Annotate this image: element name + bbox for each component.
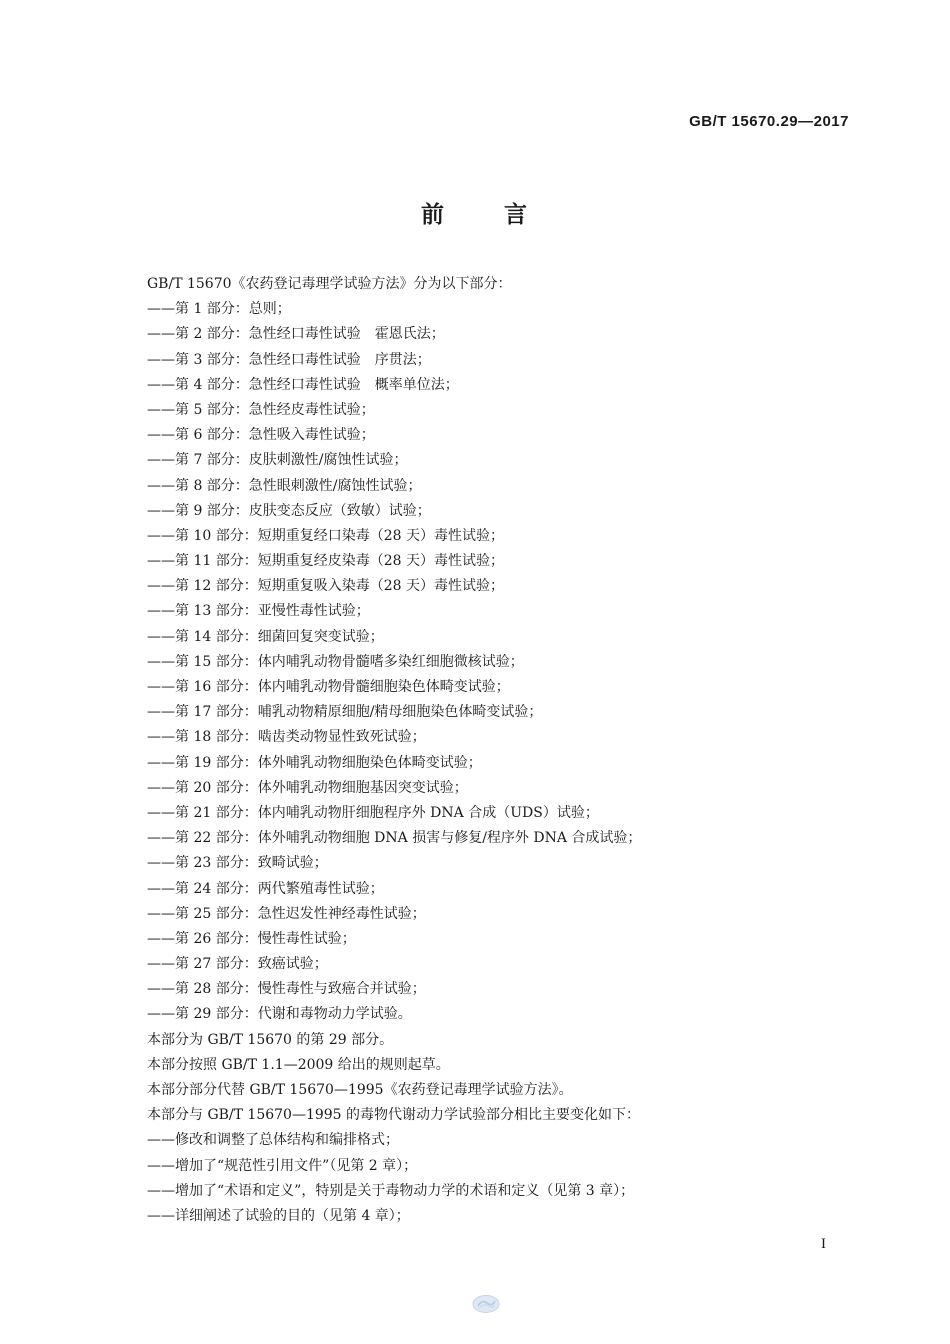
text-line: ——第 8 部分：急性眼刺激性/腐蚀性试验；	[147, 477, 422, 494]
text-line: ——第 7 部分：皮肤刺激性/腐蚀性试验；	[147, 452, 408, 469]
text-line: ——第 4 部分：急性经口毒性试验 概率单位法；	[147, 376, 459, 393]
text-line: ——详细阐述了试验的目的（见第 4 章）；	[147, 1207, 410, 1224]
text-line: ——第 27 部分：致癌试验；	[147, 956, 328, 973]
text-line: ——第 17 部分：哺乳动物精原细胞/精母细胞染色体畸变试验；	[147, 704, 543, 721]
sac-logo-icon	[472, 1294, 500, 1314]
text-line: ——修改和调整了总体结构和编排格式；	[147, 1132, 399, 1149]
text-line: ——第 23 部分：致畸试验；	[147, 855, 328, 872]
text-line: 本部分为 GB/T 15670 的第 29 部分。	[147, 1031, 394, 1048]
text-line: ——第 20 部分：体外哺乳动物细胞基因突变试验；	[147, 779, 468, 796]
text-line: ——第 22 部分：体外哺乳动物细胞 DNA 损害与修复/程序外 DNA 合成试验；	[147, 830, 642, 847]
text-line: ——第 19 部分：体外哺乳动物细胞染色体畸变试验；	[147, 754, 482, 771]
text-line: ——第 1 部分：总则；	[147, 301, 291, 318]
text-line: ——第 29 部分：代谢和毒物动力学试验。	[147, 1006, 412, 1023]
text-line: ——第 15 部分：体内哺乳动物骨髓嗜多染红细胞微核试验；	[147, 653, 524, 670]
text-line: ——第 21 部分：体内哺乳动物肝细胞程序外 DNA 合成（UDS）试验；	[147, 804, 599, 821]
text-line: ——第 12 部分：短期重复吸入染毒（28 天）毒性试验；	[147, 578, 504, 595]
text-line: ——第 11 部分：短期重复经皮染毒（28 天）毒性试验；	[147, 553, 504, 570]
text-line: ——第 3 部分：急性经口毒性试验 序贯法；	[147, 351, 431, 368]
text-line: 本部分部分代替 GB/T 15670—1995《农药登记毒理学试验方法》。	[147, 1082, 573, 1098]
text-line: ——第 16 部分：体内哺乳动物骨髓细胞染色体畸变试验；	[147, 679, 510, 695]
text-line: 本部分与 GB/T 15670—1995 的毒物代谢动力学试验部分相比主要变化如下：	[147, 1107, 641, 1124]
text-line: ——第 14 部分：细菌回复突变试验；	[147, 628, 384, 645]
standard-number: GB/T 15670.29—2017	[689, 113, 849, 130]
text-line: ——第 5 部分：急性经皮毒性试验；	[147, 401, 375, 418]
text-line: ——第 2 部分：急性经口毒性试验 霍恩氏法；	[147, 326, 445, 343]
foreword-body	[147, 272, 867, 1229]
page-title: 前 言	[420, 202, 529, 228]
text-line: ——第 18 部分：啮齿类动物显性致死试验；	[147, 729, 426, 746]
text-line: ——第 25 部分：急性迟发性神经毒性试验；	[147, 905, 426, 922]
text-line: ——第 10 部分：短期重复经口染毒（28 天）毒性试验；	[147, 527, 504, 544]
text-line: ——第 6 部分：急性吸入毒性试验；	[147, 427, 375, 444]
text-line: ——增加了“规范性引用文件”（见第 2 章）；	[147, 1157, 418, 1174]
page-number: I	[821, 1236, 826, 1252]
text-line: ——第 13 部分：亚慢性毒性试验；	[147, 603, 370, 620]
text-line: 本部分按照 GB/T 1.1—2009 给出的规则起草。	[147, 1056, 450, 1073]
text-line: ——第 24 部分：两代繁殖毒性试验；	[147, 880, 384, 897]
text-line: ——第 28 部分：慢性毒性与致癌合并试验；	[147, 981, 426, 998]
text-line: ——增加了“术语和定义”，特别是关于毒物动力学的术语和定义（见第 3 章）；	[147, 1182, 635, 1199]
text-line: ——第 26 部分：慢性毒性试验；	[147, 930, 356, 947]
text-line: GB/T 15670《农药登记毒理学试验方法》分为以下部分：	[147, 276, 512, 292]
text-line: ——第 9 部分：皮肤变态反应（致敏）试验；	[147, 502, 431, 519]
